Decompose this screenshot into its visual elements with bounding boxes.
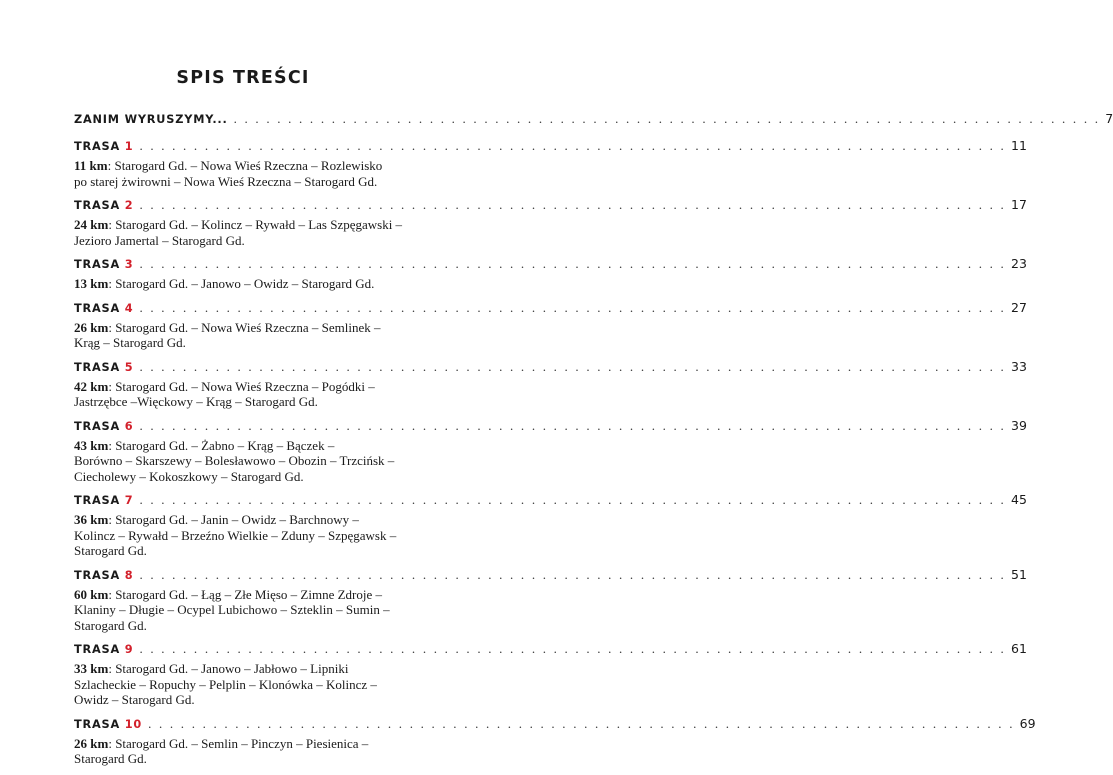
- route-number: 9: [124, 643, 134, 656]
- route-description: 60 km: Starogard Gd. – Łąg – Złe Mięso – Zimne Zdroje – Klaniny – Długie – Ocypel Lubichowo – Szteklin – Sumin – Starogard Gd.: [74, 586, 390, 633]
- page-number: 11: [1011, 138, 1027, 153]
- page-number: 33: [1011, 358, 1027, 374]
- dot-leader: . . . . . . . . . . . . . . . . . . . . . . . . . . . . . . . . . . . . . . . . . . . . . . . . . . . . . . . . . . . . . . . . . . . . . . . . . . . . . . . .: [139, 138, 1006, 153]
- toc-entry-route[interactable]: [74, 641, 1027, 708]
- route-heading: [74, 361, 133, 374]
- route-description: 43 km: Starogard Gd. – Żabno – Krąg – Bączek – Borówno – Skarszewy – Bolesławowo – Obozin – Trzcińsk – Ciecholewy – Kokoszkowy – Starogard Gd.: [74, 437, 395, 484]
- page-number: 7: [1105, 111, 1113, 126]
- route-description-line: Starogard Gd. – Żabno – Krąg – Bączek –: [115, 437, 335, 453]
- route-distance: 43 km: [74, 437, 109, 453]
- route-heading: [74, 199, 133, 212]
- route-description-line: po starej żwirowni – Nowa Wieś Rzeczna – Starogard Gd.: [74, 173, 378, 189]
- route-distance: 13 km: [74, 276, 109, 291]
- toc-entry-intro[interactable]: [74, 111, 1113, 130]
- page-number: 61: [1011, 641, 1027, 656]
- route-description-line: Ciecholewy – Kokoszkowy – Starogard Gd.: [74, 468, 304, 484]
- route-description-line: Starogard Gd. – Kolincz – Rywałd – Las Szpęgawski –: [115, 217, 403, 232]
- page-number: 27: [1011, 299, 1027, 315]
- route-label: TRASA: [74, 140, 121, 153]
- route-description-line: Starogard Gd. – Nowa Wieś Rzeczna – Pogódki –: [115, 378, 375, 394]
- route-label: TRASA: [74, 568, 121, 582]
- route-heading: [74, 569, 133, 582]
- dot-leader: . . . . . . . . . . . . . . . . . . . . . . . . . . . . . . . . . . . . . . . . . . . . . . . . . . . . . . . . . . . . . . . . . . . . . . . . . . . . . . . .: [139, 358, 1006, 374]
- dot-leader: . . . . . . . . . . . . . . . . . . . . . . . . . . . . . . . . . . . . . . . . . . . . . . . . . . . . . . . . . . . . . . . . . . . . . . . . . . . . . . . .: [139, 566, 1006, 582]
- page-number: 39: [1011, 417, 1027, 433]
- route-label: TRASA: [74, 643, 121, 656]
- route-description: 36 km: Starogard Gd. – Janin – Owidz – Barchnowy – Kolincz – Rywałd – Brzeźno Wielkie – Zduny – Szpęgawsk – Starogard Gd.: [74, 512, 397, 558]
- route-distance: 36 km: [74, 512, 109, 527]
- dot-leader: . . . . . . . . . . . . . . . . . . . . . . . . . . . . . . . . . . . . . . . . . . . . . . . . . . . . . . . . . . . . . . . . . . . . . . . . . . . . . . . .: [139, 197, 1006, 212]
- route-description-line: Starogard Gd. – Nowa Wieś Rzeczna – Semlinek –: [115, 319, 381, 335]
- toc-entry-route[interactable]: [74, 492, 1027, 559]
- route-description-line: Starogard Gd. – Janin – Owidz – Barchnowy –: [115, 512, 359, 527]
- route-description: 11 km: Starogard Gd. – Nowa Wieś Rzeczna – Rozlewisko po starej żwirowni – Nowa Wieś Rzeczna – Starogard Gd.: [74, 158, 383, 189]
- route-distance: 26 km: [74, 735, 109, 751]
- route-distance: 26 km: [74, 319, 109, 335]
- route-heading: [74, 302, 133, 315]
- intro-label: ZANIM WYRUSZYMY...: [74, 113, 228, 126]
- table-of-contents: [74, 111, 1113, 775]
- page-title: SPIS TREŚCI: [176, 68, 310, 88]
- route-heading: [74, 140, 133, 153]
- route-description-line: Starogard Gd. – Nowa Wieś Rzeczna – Rozlewisko: [114, 158, 383, 173]
- toc-entry-route[interactable]: [74, 197, 1027, 248]
- route-description-line: Starogard Gd.: [74, 617, 147, 633]
- route-number: 1: [124, 140, 134, 153]
- route-description: 24 km: Starogard Gd. – Kolincz – Rywałd – Las Szpęgawski – Jezioro Jamertal – Starogard Gd.: [74, 217, 403, 248]
- dot-leader: . . . . . . . . . . . . . . . . . . . . . . . . . . . . . . . . . . . . . . . . . . . . . . . . . . . . . . . . . . . . . . . . . . . . . . . . . . . . . . . .: [139, 492, 1006, 507]
- toc-entry-route[interactable]: [74, 138, 1027, 189]
- route-description-line: Klaniny – Długie – Ocypel Lubichowo – Szteklin – Sumin –: [74, 602, 390, 617]
- route-label: TRASA: [74, 419, 121, 433]
- route-label: TRASA: [74, 199, 121, 212]
- route-number: 10: [124, 717, 143, 731]
- route-distance: 33 km: [74, 661, 109, 676]
- dot-leader: . . . . . . . . . . . . . . . . . . . . . . . . . . . . . . . . . . . . . . . . . . . . . . . . . . . . . . . . . . . . . . . . . . . . . . . . . . . . . . . .: [233, 111, 1101, 126]
- route-label: TRASA: [74, 717, 121, 731]
- route-label: TRASA: [74, 360, 121, 374]
- route-heading: [74, 420, 133, 433]
- route-heading: [74, 258, 133, 271]
- route-heading: [74, 494, 133, 507]
- route-number: 6: [124, 419, 134, 433]
- page-number: 17: [1011, 197, 1027, 212]
- route-description: 33 km: Starogard Gd. – Janowo – Jabłowo – Lipniki Szlacheckie – Ropuchy – Pelplin – Klonówka – Kolincz – Owidz – Starogard Gd.: [74, 661, 377, 707]
- route-description-line: Starogard Gd. – Łąg – Złe Mięso – Zimne Zdroje –: [115, 586, 382, 602]
- route-number: 5: [124, 360, 134, 374]
- dot-leader: . . . . . . . . . . . . . . . . . . . . . . . . . . . . . . . . . . . . . . . . . . . . . . . . . . . . . . . . . . . . . . . . . . . . . . . . . . . . . . . .: [139, 256, 1006, 271]
- page-number: 51: [1011, 566, 1027, 582]
- route-label: TRASA: [74, 258, 121, 271]
- toc-entry-route[interactable]: [74, 358, 1027, 410]
- route-description: 42 km: Starogard Gd. – Nowa Wieś Rzeczna – Pogódki – Jastrzębce –Więckowy – Krąg – Starogard Gd.: [74, 378, 375, 409]
- dot-leader: . . . . . . . . . . . . . . . . . . . . . . . . . . . . . . . . . . . . . . . . . . . . . . . . . . . . . . . . . . . . . . . . . . . . . . . . . . . . . . . .: [148, 715, 1015, 731]
- route-description-line: Borówno – Skarszewy – Bolesławowo – Obozin – Trzcińsk –: [74, 453, 395, 468]
- route-number: 8: [124, 568, 134, 582]
- toc-entry-route[interactable]: [74, 715, 1036, 767]
- route-description: 26 km: Starogard Gd. – Semlin – Pinczyn – Piesienica – Starogard Gd.: [74, 735, 369, 766]
- page-number: 69: [1019, 715, 1036, 731]
- route-description-line: Starogard Gd. – Semlin – Pinczyn – Piesienica –: [115, 735, 369, 751]
- route-distance: 42 km: [74, 378, 109, 394]
- route-distance: 24 km: [74, 217, 109, 232]
- route-number: 2: [124, 199, 134, 212]
- route-number: 3: [124, 258, 134, 271]
- dot-leader: . . . . . . . . . . . . . . . . . . . . . . . . . . . . . . . . . . . . . . . . . . . . . . . . . . . . . . . . . . . . . . . . . . . . . . . . . . . . . . . .: [139, 417, 1006, 433]
- route-number: 4: [124, 301, 134, 315]
- route-distance: 60 km: [74, 586, 109, 602]
- toc-entry-route[interactable]: [74, 566, 1027, 634]
- toc-entry-route[interactable]: [74, 299, 1027, 351]
- dot-leader: . . . . . . . . . . . . . . . . . . . . . . . . . . . . . . . . . . . . . . . . . . . . . . . . . . . . . . . . . . . . . . . . . . . . . . . . . . . . . . . .: [139, 641, 1006, 656]
- toc-entry-route[interactable]: [74, 417, 1027, 485]
- route-description-line: Owidz – Starogard Gd.: [74, 692, 195, 707]
- route-description-line: Krąg – Starogard Gd.: [74, 335, 186, 350]
- route-description-line: Starogard Gd.: [74, 543, 147, 558]
- route-description-line: Starogard Gd. – Janowo – Jabłowo – Lipniki: [115, 661, 349, 676]
- route-list: [74, 138, 1036, 767]
- route-description: 26 km: Starogard Gd. – Nowa Wieś Rzeczna – Semlinek – Krąg – Starogard Gd.: [74, 319, 381, 350]
- route-number: 7: [124, 494, 134, 507]
- route-label: TRASA: [74, 494, 121, 507]
- toc-entry-route[interactable]: [74, 256, 1027, 292]
- dot-leader: . . . . . . . . . . . . . . . . . . . . . . . . . . . . . . . . . . . . . . . . . . . . . . . . . . . . . . . . . . . . . . . . . . . . . . . . . . . . . . . .: [139, 299, 1006, 315]
- route-description: 13 km: Starogard Gd. – Janowo – Owidz – Starogard Gd.: [74, 276, 375, 291]
- route-description-line: Jastrzębce –Więckowy – Krąg – Starogard Gd.: [74, 394, 318, 409]
- page-number: 45: [1011, 492, 1027, 507]
- route-description-line: Jezioro Jamertal – Starogard Gd.: [74, 232, 245, 248]
- route-description-line: Szlacheckie – Ropuchy – Pelplin – Klonówka – Kolincz –: [74, 676, 377, 692]
- route-label: TRASA: [74, 301, 121, 315]
- route-description-line: Starogard Gd. – Janowo – Owidz – Starogard Gd.: [115, 276, 375, 291]
- route-description-line: Kolincz – Rywałd – Brzeźno Wielkie – Zduny – Szpęgawsk –: [74, 527, 397, 543]
- route-heading: [74, 718, 142, 731]
- route-description-line: Starogard Gd.: [74, 751, 147, 766]
- page-number: 23: [1011, 256, 1027, 271]
- route-distance: 11 km: [74, 158, 108, 173]
- route-heading: [74, 643, 133, 656]
